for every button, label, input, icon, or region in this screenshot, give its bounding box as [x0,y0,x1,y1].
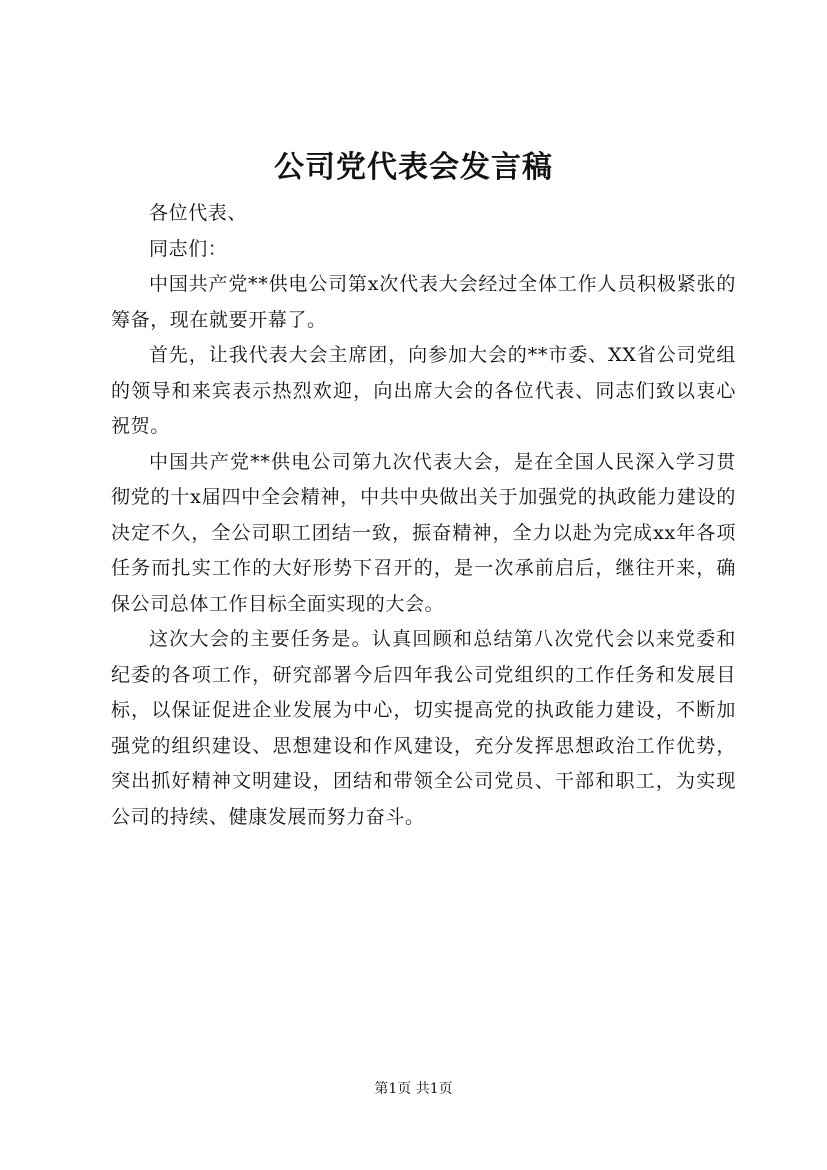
paragraph-opening: 中国共产党**供电公司第x次代表大会经过全体工作人员积极紧张的筹备，现在就要开幕了。 [111,273,736,331]
document-title: 公司党代表会发言稿 [274,150,553,185]
salutation-line-2: 同志们： [149,237,228,260]
salutation-line-1: 各位代表、 [149,202,248,224]
paragraph-tasks: 这次大会的主要任务是。认真回顾和总结第八次党代会以来党委和纪委的各项工作，研究部署今后四年我公司党组织的工作任务和发展目标，以保证促进企业发展为中心，切实提高党的执政能力建设，不断加强党的组织建设、思想建设和作风建设，充分发挥思想政治工作优势，突出抓好精神文明建设，团结和带领全公司党员、干部和职工，为实现公司的持续、健康发展而努力奋斗。 [111,628,736,828]
page-number-footer: 第1页 共1页 [374,1081,453,1097]
document-body [111,196,736,835]
paragraph-welcome: 首先，让我代表大会主席团，向参加大会的**市委、XX省公司党组的领导和来宾表示热烈欢迎，向出席大会的各位代表、同志们致以衷心祝贺。 [111,344,736,437]
paragraph-context: 中国共产党**供电公司第九次代表大会，是在全国人民深入学习贯彻党的十x届四中全会精神，中共中央做出关于加强党的执政能力建设的决定不久，全公司职工团结一致，振奋精神，全力以赴为完成xx年各项任务而扎实工作的大好形势下召开的，是一次承前启后，继往开来，确保公司总体工作目标全面实现的大会。 [111,450,736,615]
